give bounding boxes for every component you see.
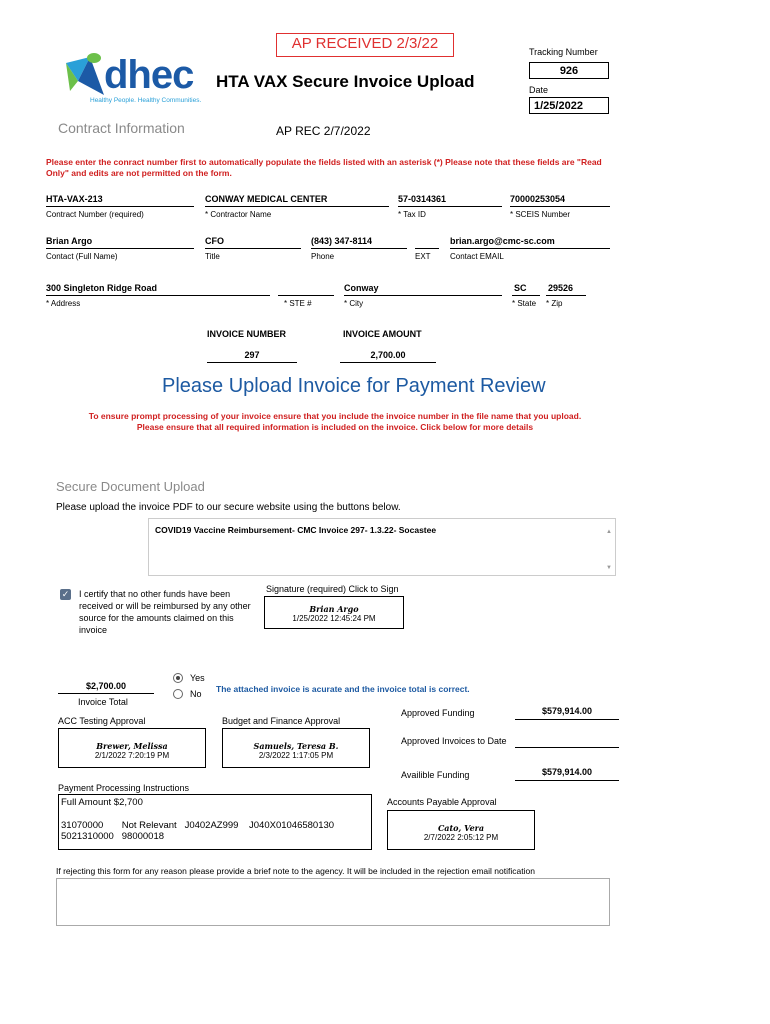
certify-text: I certify that no other funds have been received or will be reimbursed by any other source for the amounts claimed on this invoice	[79, 589, 251, 635]
zip-field: 29526	[548, 283, 574, 293]
page-title: HTA VAX Secure Invoice Upload	[216, 72, 475, 91]
logo-text: dhec	[104, 53, 194, 97]
approved-invoices-label: Approved Invoices to Date	[401, 736, 507, 746]
ap-approval-label: Accounts Payable Approval	[387, 797, 497, 807]
no-label: No	[190, 689, 202, 699]
palmetto-logo-icon	[64, 51, 108, 97]
tracking-label: Tracking Number	[529, 47, 598, 57]
invoice-number-field[interactable]: 297	[244, 350, 260, 360]
address-field: 300 Singleton Ridge Road	[46, 283, 158, 293]
invoice-total-label: Invoice Total	[78, 697, 128, 707]
title-label: Title	[205, 252, 220, 261]
contact-name-field[interactable]: Brian Argo	[46, 236, 93, 246]
scroll-down-icon[interactable]: ▼	[606, 565, 612, 571]
payment-line-3: 5021310000 98000018	[61, 831, 165, 842]
city-label: * City	[344, 299, 364, 308]
sceis-field: 70000253054	[510, 194, 566, 204]
approved-funding-field[interactable]: $579,914.00	[541, 706, 593, 716]
ste-label: * STE #	[284, 299, 312, 308]
budget-approval-box[interactable]	[222, 728, 370, 768]
signature-name: Brian Argo	[309, 604, 359, 614]
budget-approval-label: Budget and Finance Approval	[222, 716, 341, 726]
phone-field[interactable]: (843) 347-8114	[311, 236, 373, 246]
payment-instructions-box[interactable]	[58, 794, 372, 850]
address-label: * Address	[46, 299, 81, 308]
state-label: * State	[512, 299, 537, 308]
upload-notice-2[interactable]: Please ensure that all required information is included on the invoice. Click below for more details	[136, 422, 534, 432]
acc-approval-label: ACC Testing Approval	[58, 716, 146, 726]
ap-rec-note: AP REC 2/7/2022	[276, 124, 371, 138]
upload-heading: Please Upload Invoice for Payment Review	[162, 375, 546, 397]
budget-approval-date: 2/3/2022 1:17:05 PM	[258, 751, 334, 760]
certify-checkbox[interactable]: ✓	[61, 589, 70, 599]
signature-box[interactable]	[264, 596, 404, 629]
acc-approval-name: Brewer, Melissa	[96, 741, 168, 751]
contractor-name-label: * Contractor Name	[205, 210, 272, 219]
ap-approval-name: Cato, Vera	[437, 823, 485, 833]
upload-notice-1: To ensure prompt processing of your invoice ensure that you include the invoice number in the file name that you upload.	[88, 411, 582, 421]
contract-section-title: Contract Information	[58, 120, 185, 136]
available-funding-field[interactable]: $579,914.00	[541, 767, 593, 777]
uploaded-file-name: COVID19 Vaccine Reimbursement- CMC Invoice 297- 1.3.22- Socastee	[155, 525, 437, 535]
signature-label: Signature (required) Click to Sign	[266, 584, 399, 594]
email-label: Contact EMAIL	[450, 252, 504, 261]
date-field[interactable]: 1/25/2022	[529, 97, 609, 114]
payment-line-1: Full Amount $2,700	[61, 797, 143, 808]
contract-notice: Please enter the conract number first to automatically populate the fields listed with an asterisk (*) Please note that these fields are "Read Only" and edits are not permitted on the form.	[46, 157, 602, 178]
contractor-name-field: CONWAY MEDICAL CENTER	[205, 194, 328, 204]
email-field[interactable]: brian.argo@cmc-sc.com	[450, 236, 555, 246]
received-stamp: AP RECEIVED 2/3/22	[276, 33, 454, 57]
approved-funding-label: Approved Funding	[401, 708, 475, 718]
available-funding-label: Availible Funding	[401, 770, 470, 780]
phone-label: Phone	[311, 252, 335, 261]
payment-instructions-label: Payment Processing Instructions	[58, 783, 190, 793]
logo-tagline: Healthy People. Healthy Communities.	[90, 97, 202, 104]
signature-date: 1/25/2022 12:45:24 PM	[292, 614, 376, 623]
acc-approval-box[interactable]	[58, 728, 206, 768]
contract-number-label: Contract Number (required)	[46, 210, 144, 219]
reject-note-textarea[interactable]	[56, 878, 610, 926]
uploaded-file-box[interactable]	[148, 518, 616, 576]
acc-approval-date: 2/1/2022 7:20:19 PM	[94, 751, 170, 760]
tax-id-field: 57-0314361	[398, 194, 447, 204]
zip-label: * Zip	[546, 299, 563, 308]
state-field: SC	[514, 283, 527, 293]
title-field[interactable]: CFO	[205, 236, 224, 246]
yes-label: Yes	[190, 673, 205, 683]
contact-name-label: Contact (Full Name)	[46, 252, 118, 261]
tax-id-label: * Tax ID	[398, 210, 426, 219]
scroll-up-icon[interactable]: ▲	[606, 529, 612, 535]
ap-approval-box[interactable]	[387, 810, 535, 850]
sceis-label: * SCEIS Number	[510, 210, 571, 219]
no-radio[interactable]	[173, 689, 183, 699]
invoice-number-label: INVOICE NUMBER	[207, 329, 287, 339]
upload-instructions: Please upload the invoice PDF to our secure website using the buttons below.	[56, 502, 401, 513]
budget-approval-name: Samuels, Teresa B.	[253, 741, 339, 751]
dhec-logo	[64, 45, 204, 107]
invoice-total-field[interactable]: $2,700.00	[85, 681, 127, 691]
ext-label: EXT	[415, 252, 431, 261]
invoice-amount-field[interactable]: 2,700.00	[370, 350, 406, 360]
tracking-field[interactable]: 926	[529, 62, 609, 79]
date-label: Date	[529, 85, 549, 95]
contract-number-field[interactable]: HTA-VAX-213	[46, 194, 103, 204]
invoice-amount-label: INVOICE AMOUNT	[343, 329, 422, 339]
ap-approval-date: 2/7/2022 2:05:12 PM	[423, 833, 499, 842]
payment-line-2: 31070000 Not Relevant J0402AZ999 J040X01046580130	[61, 820, 335, 831]
accurate-statement: The attached invoice is acurate and the invoice total is correct.	[216, 684, 470, 694]
reject-note-label: If rejecting this form for any reason please provide a brief note to the agency. It will be included in the rejection email notification	[56, 866, 535, 876]
city-field: Conway	[344, 283, 379, 293]
secure-upload-title: Secure Document Upload	[56, 479, 205, 494]
yes-radio[interactable]	[173, 673, 183, 683]
